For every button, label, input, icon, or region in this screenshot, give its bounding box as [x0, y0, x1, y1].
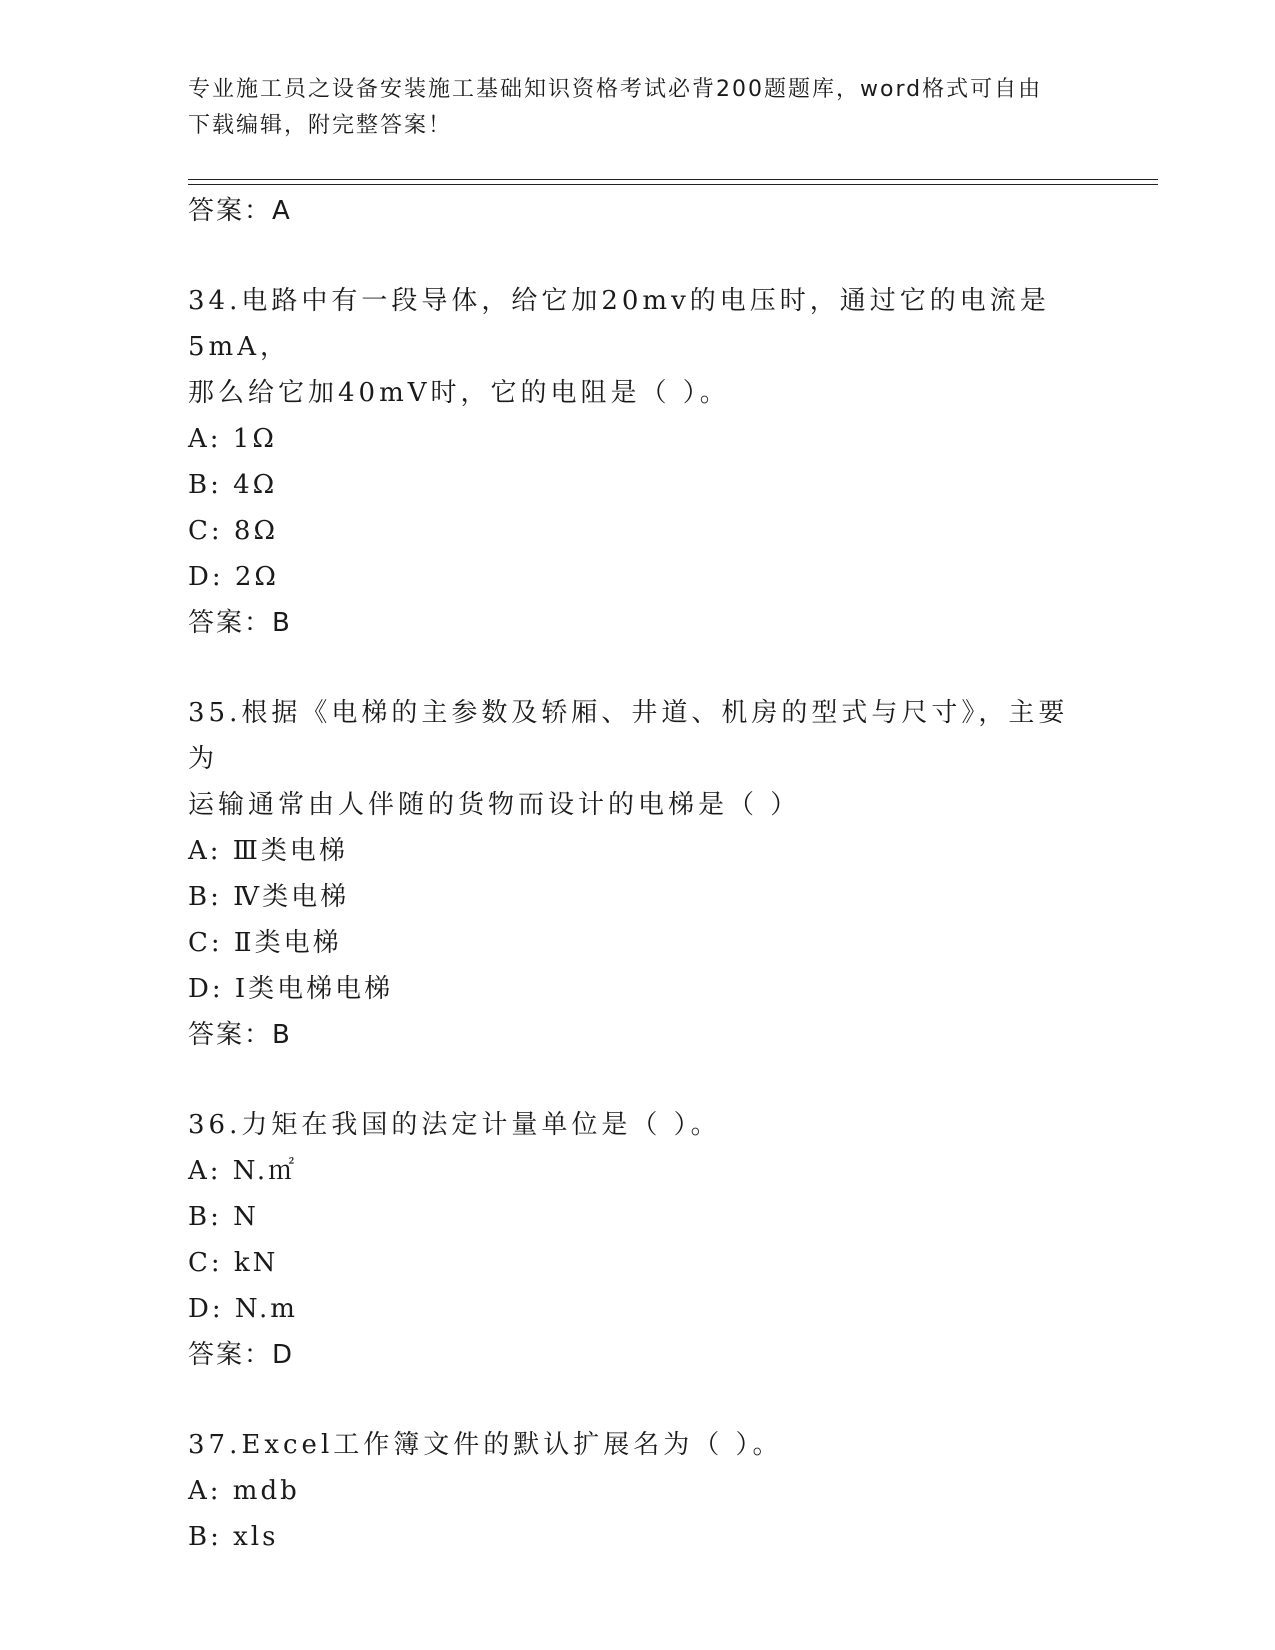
- question-text: [188, 690, 1088, 828]
- question-text-line1: 37.Excel工作簿文件的默认扩展名为（ ）。: [188, 1430, 783, 1460]
- option-a: A: Ⅲ类电梯: [188, 836, 348, 866]
- question-text-line2: 那么给它加40mV时，它的电阻是（ ）。: [188, 378, 730, 408]
- option-d: D: Ⅰ类电梯电梯: [188, 974, 394, 1004]
- option-b: B: N: [188, 1202, 259, 1232]
- question-text-line2: 运输通常由人伴随的货物而设计的电梯是（ ）: [188, 790, 801, 820]
- document-header: [188, 72, 1088, 144]
- header-title-line2: 下载编辑，附完整答案！: [188, 113, 453, 138]
- option-c: C: Ⅱ类电梯: [188, 928, 342, 958]
- option-c: C: 8Ω: [188, 516, 279, 546]
- question-35: [188, 690, 1088, 1058]
- question-list: [188, 188, 1088, 1560]
- option-a: A: 1Ω: [188, 424, 277, 454]
- option-c: C: kN: [188, 1248, 279, 1278]
- header-divider-bottom: [188, 184, 1158, 185]
- option-d: D: 2Ω: [188, 562, 279, 592]
- option-b: B: xls: [188, 1522, 279, 1552]
- header-divider-top: [188, 179, 1158, 180]
- question-text-line1: 34.电路中有一段导体，给它加20mv的电压时，通过它的电流是5mA，: [188, 286, 1050, 362]
- question-text-line1: 36.力矩在我国的法定计量单位是（ ）。: [188, 1110, 721, 1140]
- answer: 答案：B: [188, 608, 292, 638]
- option-b: B: 4Ω: [188, 470, 278, 500]
- question-text-line1: 35.根据《电梯的主参数及轿厢、井道、机房的型式与尺寸》，主要为: [188, 698, 1069, 774]
- option-d: D: N.m: [188, 1294, 298, 1324]
- question-text: [188, 1102, 1088, 1148]
- question-text: [188, 1422, 1088, 1468]
- question-34: [188, 278, 1088, 646]
- previous-answer: 答案：A: [188, 196, 292, 226]
- question-36: [188, 1102, 1088, 1378]
- option-b: B: Ⅳ类电梯: [188, 882, 350, 912]
- answer: 答案：B: [188, 1020, 292, 1050]
- option-a: A: mdb: [188, 1476, 300, 1506]
- answer: 答案：D: [188, 1340, 295, 1370]
- question-text: [188, 278, 1088, 416]
- option-a: A: N.㎡: [188, 1156, 298, 1186]
- question-37: [188, 1422, 1088, 1560]
- header-title-line1: 专业施工员之设备安装施工基础知识资格考试必背200题题库，word格式可自由: [188, 77, 1043, 102]
